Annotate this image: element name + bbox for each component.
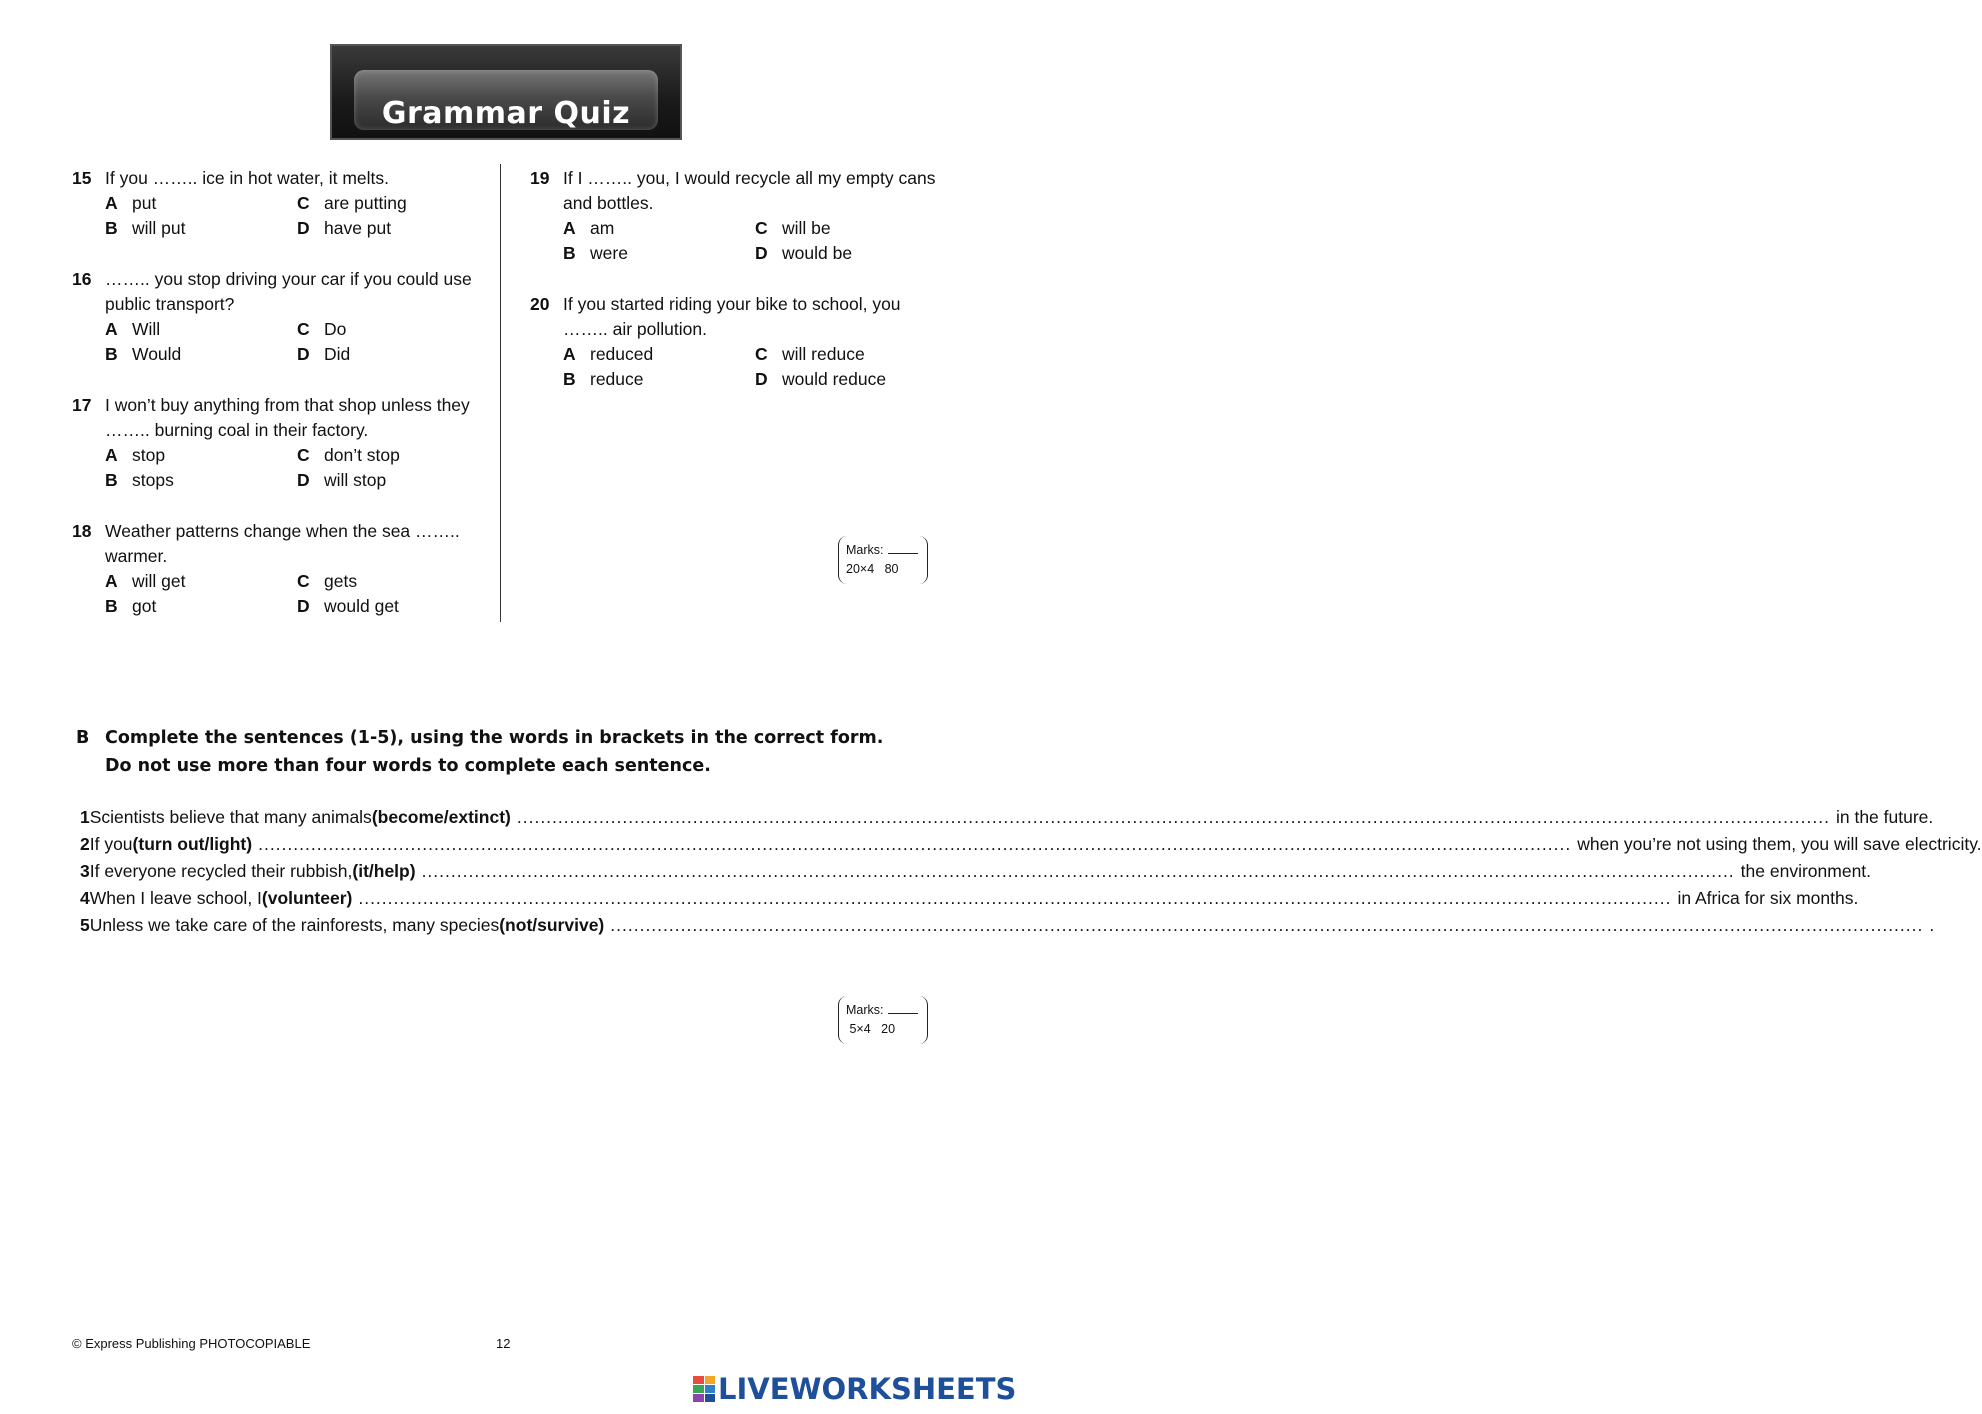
question-20 [530,292,940,392]
option-a[interactable]: A stop [105,445,166,465]
marks-box-a [838,536,928,584]
sentence-4: 4 When I leave school, I (volunteer) ..... in Africa for six months. [76,885,920,912]
option-b[interactable]: B were [563,243,628,263]
question-18 [72,519,482,619]
question-text: Weather patterns change when the sea …….. warmer. [105,521,460,566]
hint: (become/extinct) [371,807,511,827]
instruction-line-1: Complete the sentences (1-5), using the words in brackets in the correct form. [105,728,884,748]
question-number: 19 [530,168,550,188]
option-b[interactable]: B Would [105,344,182,364]
question-text: I won’t buy anything from that shop unless they …….. burning coal in their factory. [105,395,470,440]
page-title: Grammar Quiz [381,96,631,131]
option-b[interactable]: B stops [105,470,174,490]
option-d[interactable]: D would get [297,596,399,616]
sentence-5: 5 Unless we take care of the rainforests, many species (not/survive) ..... . [76,912,920,939]
questions-left-column [72,166,482,619]
answer-blank[interactable] [258,831,1571,858]
hint: (turn out/light) [132,834,253,854]
option-a[interactable]: A reduced [563,344,654,364]
copyright-footer: © Express Publishing PHOTOCOPIABLE [72,1336,311,1351]
option-d[interactable]: D have put [297,218,392,238]
marks-blank[interactable] [888,1002,918,1014]
option-b[interactable]: B reduce [563,369,644,389]
question-number: 18 [72,521,92,541]
option-a[interactable]: A Will [105,319,161,339]
instruction-line-2: Do not use more than four words to complete each sentence. [105,756,711,776]
liveworksheets-logo-icon [693,1376,715,1402]
options [105,569,482,619]
options [563,216,940,266]
option-b[interactable]: B got [105,596,157,616]
option-d[interactable]: D Did [297,344,351,364]
question-number: 16 [72,269,92,289]
option-c[interactable]: C will reduce [755,344,865,364]
marks-total: 20 [881,1022,896,1036]
question-number: 17 [72,395,92,415]
marks-label: Marks: [846,1003,884,1017]
option-c[interactable]: C will be [755,218,831,238]
question-16 [72,267,482,367]
marks-label: Marks: [846,543,884,557]
section-letter: B [76,728,90,748]
marks-blank[interactable] [888,542,918,554]
question-15 [72,166,482,241]
question-text: …….. you stop driving your car if you could use public transport? [105,269,472,314]
marks-calc: 20×4 [846,562,875,576]
answer-blank[interactable] [358,885,1671,912]
sentence-3: 3 If everyone recycled their rubbish, (it/help) ..... the environment. [76,858,920,885]
options [563,342,940,392]
hint: (it/help) [352,861,416,881]
option-d[interactable]: D would reduce [755,369,887,389]
question-text: If you started riding your bike to school, you …….. air pollution. [563,294,901,339]
option-d[interactable]: D will stop [297,470,387,490]
option-d[interactable]: D would be [755,243,853,263]
option-a[interactable]: A will get [105,571,186,591]
column-divider [500,164,501,622]
option-a[interactable]: A put [105,193,157,213]
option-c[interactable]: C gets [297,571,358,591]
question-number: 15 [72,168,92,188]
option-c[interactable]: C don’t stop [297,445,400,465]
section-b-instructions [76,724,956,780]
liveworksheets-watermark [693,1372,1016,1406]
option-a[interactable]: A am [563,218,615,238]
option-b[interactable]: B will put [105,218,186,238]
title-banner [330,44,682,140]
sentence-list [76,804,1982,939]
page-number: 12 [496,1336,511,1351]
marks-calc: 5×4 [849,1022,871,1036]
answer-blank[interactable] [422,858,1735,885]
question-number: 20 [530,294,550,314]
options [105,191,482,241]
option-c[interactable]: C Do [297,319,347,339]
option-c[interactable]: C are putting [297,193,407,213]
questions-right-column [530,166,940,392]
options [105,443,482,493]
hint: (volunteer) [261,888,353,908]
sentence-1: 1 Scientists believe that many animals (become/extinct) ..... in the future. [76,804,920,831]
sentence-2: 2 If you (turn out/light) ..... when you’re not using them, you will save electricity. [76,831,920,858]
options [105,317,482,367]
question-17 [72,393,482,493]
answer-blank[interactable] [517,804,1830,831]
hint: (not/survive) [499,915,605,935]
marks-box-b [838,996,928,1044]
question-text: If you …….. ice in hot water, it melts. [105,168,389,188]
question-19 [530,166,940,266]
marks-total: 80 [884,562,899,576]
watermark-text: LIVEWORKSHEETS [718,1372,1017,1406]
answer-blank[interactable] [610,912,1923,939]
question-text: If I …….. you, I would recycle all my empty cans and bottles. [563,168,936,213]
